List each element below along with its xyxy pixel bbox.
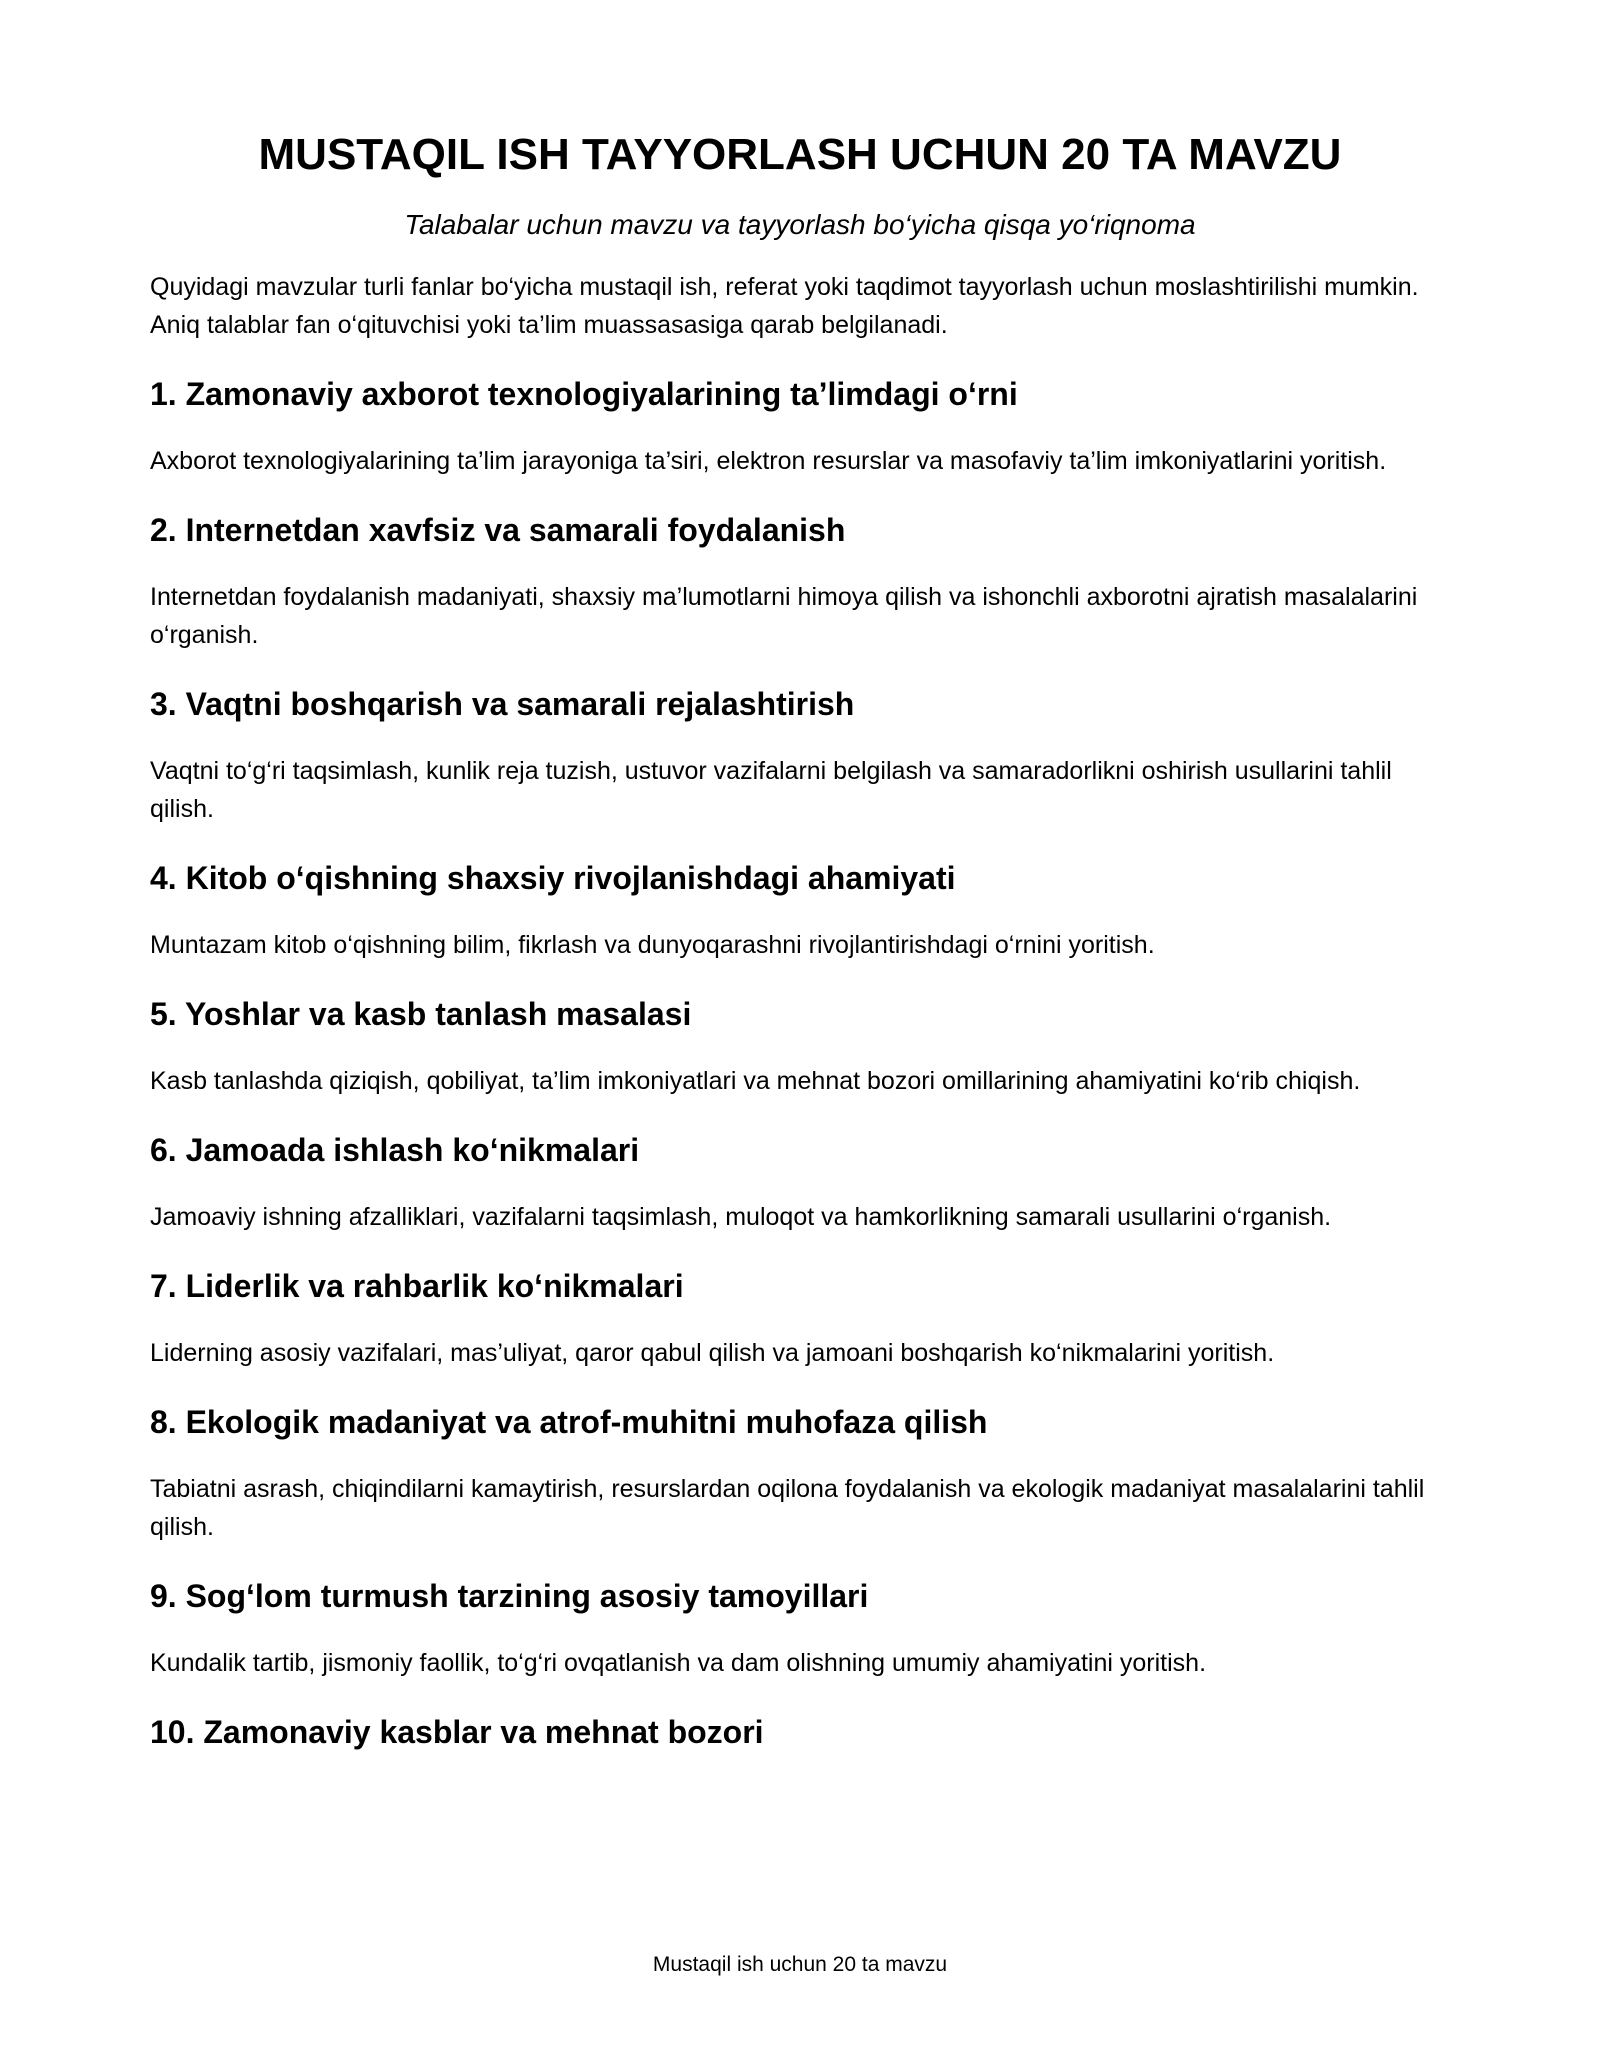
topic-description: Muntazam kitob o‘qishning bilim, fikrlash va dunyoqarashni rivojlantirishdagi o‘rnini yoritish. (150, 931, 1155, 959)
topic-heading: 1. Zamonaviy axborot texnologiyalarining ta’limdagi o‘rni (150, 376, 1018, 412)
page-title: MUSTAQIL ISH TAYYORLASH UCHUN 20 TA MAVZU (258, 130, 1342, 179)
topic-heading: 7. Liderlik va rahbarlik ko‘nikmalari (150, 1268, 684, 1304)
topic-item (150, 1266, 1450, 1372)
topic-heading: 10. Zamonaviy kasblar va mehnat bozori (150, 1714, 764, 1750)
topic-item (150, 510, 1450, 654)
topic-item (150, 1130, 1450, 1236)
topic-heading: 3. Vaqtni boshqarish va samarali rejalashtirish (150, 686, 855, 722)
topic-description: Vaqtni to‘g‘ri taqsimlash, kunlik reja tuzish, ustuvor vazifalarni belgilash va samaradorlikni oshirish usullarini tahlil qilish. (150, 757, 1392, 823)
topic-item (150, 374, 1450, 480)
topic-heading: 5. Yoshlar va kasb tanlash masalasi (150, 996, 692, 1032)
topic-item (150, 1576, 1450, 1682)
topic-list (150, 374, 1450, 1752)
topic-item (150, 858, 1450, 964)
topic-heading: 2. Internetdan xavfsiz va samarali foydalanish (150, 512, 846, 548)
topic-item (150, 684, 1450, 828)
page-footer: Mustaqil ish uchun 20 ta mavzu (652, 1953, 948, 1976)
topic-item (150, 1402, 1450, 1546)
topic-heading: 4. Kitob o‘qishning shaxsiy rivojlanishdagi ahamiyati (150, 860, 956, 896)
topic-description: Axborot texnologiyalarining ta’lim jarayoniga ta’siri, elektron resurslar va masofaviy ta’lim imkoniyatlarini yoritish. (150, 447, 1387, 475)
topic-item (150, 994, 1450, 1100)
topic-description: Internetdan foydalanish madaniyati, shaxsiy ma’lumotlarni himoya qilish va ishonchli axborotni ajratish masalalarini o‘rganish. (150, 583, 1418, 649)
topic-item (150, 1712, 1450, 1752)
topic-description: Kasb tanlashda qiziqish, qobiliyat, ta’lim imkoniyatlari va mehnat bozori omillarining ahamiyatini ko‘rib chiqish. (150, 1067, 1361, 1095)
topic-description: Tabiatni asrash, chiqindilarni kamaytirish, resurslardan oqilona foydalanish va ekologik madaniyat masalalarini tahlil qilish. (150, 1475, 1425, 1541)
topic-heading: 9. Sog‘lom turmush tarzining asosiy tamoyillari (150, 1578, 869, 1614)
page-subtitle: Talabalar uchun mavzu va tayyorlash bo‘yicha qisqa yo‘riqnoma (404, 209, 1196, 240)
topic-heading: 6. Jamoada ishlash ko‘nikmalari (150, 1132, 640, 1168)
intro-paragraph: Quyidagi mavzular turli fanlar bo‘yicha mustaqil ish, referat yoki taqdimot tayyorlash uchun moslashtirilishi mumkin. Aniq talablar fan o‘qituvchisi yoki ta’lim muassasasiga qarab belgilanadi. (150, 273, 1419, 339)
topic-description: Liderning asosiy vazifalari, mas’uliyat, qaror qabul qilish va jamoani boshqarish ko‘nikmalarini yoritish. (150, 1339, 1275, 1367)
topic-description: Kundalik tartib, jismoniy faollik, to‘g‘ri ovqatlanish va dam olishning umumiy ahamiyatini yoritish. (150, 1649, 1207, 1677)
topic-description: Jamoaviy ishning afzalliklari, vazifalarni taqsimlash, muloqot va hamkorlikning samarali usullarini o‘rganish. (150, 1203, 1332, 1231)
topic-heading: 8. Ekologik madaniyat va atrof-muhitni muhofaza qilish (150, 1404, 988, 1440)
